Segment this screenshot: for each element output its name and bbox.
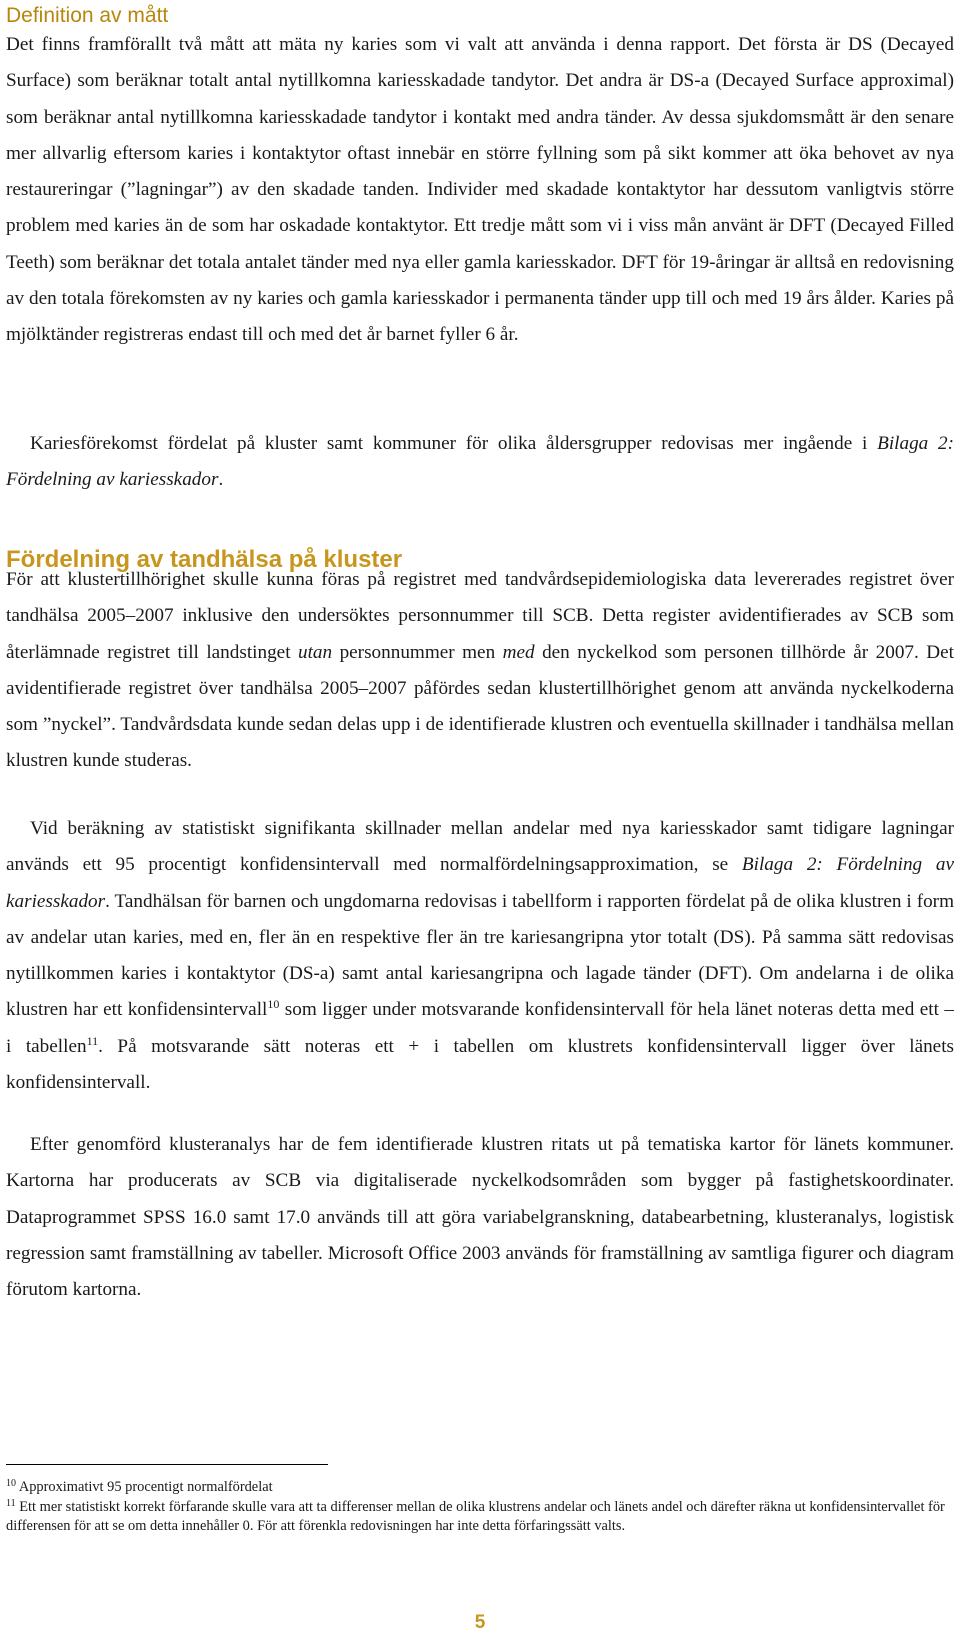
minus-symbol: – bbox=[944, 999, 954, 1021]
paragraph-text: . Tandhälsan för barnen och ungdomarna redovisas i tabellform i rapporten fördelat på de olika klustren i form av andelar utan karies, med en, fler än en respektive fler än tre kariesangripna ytor totalt (DS). På samma sätt redovisas nytillkommen karies i kontaktytor (DS-a) samt antal kariesangripna och lagade tänder (DFT). Om andelarna i de olika klustren har ett konfidensintervall bbox=[6, 890, 954, 1021]
emphasis-utan: utan bbox=[297, 641, 333, 663]
appendix-reference: Bilaga 2: Fördelning av kariesskador bbox=[6, 433, 954, 491]
footnote-ref-10[interactable]: 10 bbox=[267, 997, 280, 1012]
plus-symbol: + bbox=[408, 1035, 420, 1057]
paragraph-definition: Det finns framförallt två mått att mäta ny karies som vi valt att använda i denna rapport. Det första är DS (Decayed Surface) som beräknar totalt antal nytillkomna kariesskadade tandytor. Det andra är DS-a (Decayed Surface approximal) som beräknar antal nytillkomna kariesskadade tandytor i kontakt med andra tänder. Av dessa sjukdomsmått är den senare mer allvarlig eftersom karies i kontaktytor oftast innebär en större fyllning som på sikt kommer att öka behovet av nya restaureringar (”lagningar”) av den skadade tanden. Individer med skadade kontaktytor har dessutom vanligtvis större problem med karies än de som har oskadade kontaktytor. Ett tredje mått som vi i viss mån använt är DFT (Decayed Filled Teeth) som beräknar det totala antalet tänder med nya eller gamla kariesskador. DFT för 19-åringar är alltså en redovisning av den totala förekomsten av ny karies och gamla kariesskador i permanenta tänder upp till och med 19 års ålder. Karies på mjölktänder registreras endast till och med det år barnet fyller 6 år. bbox=[6, 34, 954, 346]
paragraph-text: . På motsvarande sätt noteras ett bbox=[98, 1035, 409, 1057]
footnote-10 bbox=[6, 1478, 954, 1498]
footnotes bbox=[6, 1478, 954, 1537]
paragraph-text: i tabellen om klustrets konfidensintervall ligger över länets konfidensintervall. bbox=[6, 1035, 954, 1094]
paragraph-statistik bbox=[6, 811, 954, 1101]
emphasis-med: med bbox=[502, 641, 535, 663]
footnote-11 bbox=[6, 1498, 954, 1537]
paragraph-text: personnummer men bbox=[332, 641, 503, 663]
paragraph-text: den nyckelkod som personen tillhörde år 2007. Det avidentifierade registret över tandhälsa 2005–2007 påfördes sedan klustertillhörighet genom att använda nyckelkoderna som ”nyckel”. Tandvårdsdata kunde sedan delas upp i de identifierade klustren och eventuella skillnader i tandhälsa mellan klustren kunde studeras. bbox=[6, 641, 954, 772]
paragraph-klusteranalys: Efter genomförd klusteranalys har de fem identifierade klustren ritats ut på tematiska kartor för länets kommuner. Kartorna har producerats av SCB via digitaliserade nyckelkodsområden som bygger på fastighetskoordinater. Dataprogrammet SPSS 16.0 samt 17.0 används till att göra variabelgranskning, databearbetning, klusteranalys, logistisk regression samt framställning av tabeller. Microsoft Office 2003 används för framställning av samtliga figurer och diagram förutom kartorna. bbox=[6, 1134, 954, 1301]
paragraph-kariesforekomst bbox=[6, 426, 954, 499]
section-heading-fordelning: Fördelning av tandhälsa på kluster bbox=[6, 546, 403, 573]
section-heading-definition: Definition av mått bbox=[6, 4, 169, 27]
footnote-number: 11 bbox=[6, 1497, 16, 1509]
paragraph-text: Vid beräkning av statistiskt signifikanta skillnader mellan andelar med nya kariesskador samt tidigare lagningar används ett 95 procentigt konfidensintervall med normalfördelningsapproximation, se bbox=[6, 818, 954, 876]
paragraph-text: . bbox=[218, 469, 224, 491]
page-number: 5 bbox=[474, 1612, 486, 1633]
footnote-divider bbox=[6, 1464, 328, 1465]
footnote-ref-11[interactable]: 11 bbox=[86, 1033, 99, 1048]
paragraph-text: i tabellen bbox=[6, 1035, 87, 1057]
paragraph-text: Kariesförekomst fördelat på kluster samt kommuner för olika åldersgrupper redovisas mer ingående i bbox=[30, 433, 878, 454]
footnote-number: 10 bbox=[6, 1478, 16, 1489]
appendix-reference: Bilaga 2: Fördelning av kariesskador bbox=[6, 854, 954, 912]
paragraph-text: som ligger under motsvarande konfidensintervall för hela länet noteras detta med ett bbox=[279, 999, 945, 1021]
paragraph-klustertillhorighet bbox=[6, 562, 954, 780]
footnote-text: Approximativt 95 procentigt normalfördelat bbox=[18, 1479, 273, 1495]
paragraph-text: För att klustertillhörighet skulle kunna föras på registret med tandvårdsepidemiologiska data levererades registret över tandhälsa 2005–2007 inklusive den undersöktes personnummer till SCB. Detta register avidentifierades av SCB som återlämnade registret till landstinget bbox=[6, 569, 954, 663]
footnote-text: Ett mer statistiskt korrekt förfarande skulle vara att ta differenser mellan de olika klustrens andelar och länets andel och därefter räkna ut konfidensintervallet för differensen för att se om detta innehåller 0. För att förenkla redovisningen har inte detta förfaringssätt valts. bbox=[6, 1498, 945, 1534]
